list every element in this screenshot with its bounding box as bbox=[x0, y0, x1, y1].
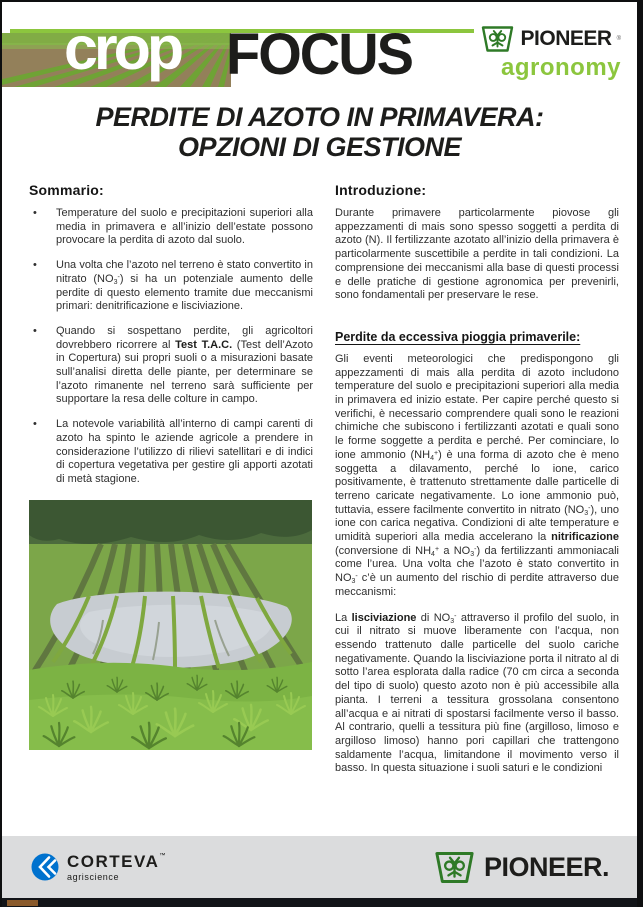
footer-pioneer-logo bbox=[432, 850, 609, 885]
intro-heading: Introduzione: bbox=[335, 182, 427, 198]
pioneer-trapezoid-icon bbox=[432, 850, 477, 885]
pioneer-label: PIONEER bbox=[520, 27, 612, 50]
corteva-trademark: ™ bbox=[159, 852, 166, 859]
page-title-line2: OPZIONI DI GESTIONE bbox=[177, 132, 462, 162]
rain-paragraph-1: Gli eventi meteorologici che predispongono gli appezzamenti di mais alla perdita di azoto includono temperature del suolo e precipitazioni superiori alla media in primavera ed inizio estate. Per capire perché questo si verifichi, è necessario comprendere quali sono le reazioni chimiche che subiscono i fertilizzanti azotati e quali sono le forme soggette a perdita e perché. Per cominciare, lo ione ammonio $(NH_4^+)$ è una forma di azoto che è meno soggetta a dilavamento, perché lo ione, carico positivamente, è trattenuto strettamente dalle particelle di terreno caricate negativamente. Lo ione ammonio può, tuttavia, essere facilmente convertito in nitrato $(NO_3^-)$, uno ione con carica negativa. Condizioni di alte temperature e umidità superiori alla media accelerano la nitrificazione (conversione di $NH_4^+$ a $NO_3^-$) da fertilizzanti ammoniacali come l’urea. Una volta che l’azoto è stato convertito in $NO_3^-$ c’è un aumento del rischio di perdite attraverso due meccanismi: bbox=[335, 352, 620, 598]
summary-item: • Temperature del suolo e precipitazioni superiori alla media in primavera e all’inizio dell’estate possono provocare la perdita di azoto dal suolo. bbox=[56, 207, 313, 248]
footer-bar bbox=[2, 836, 637, 898]
summary-item: • Una volta che l’azoto nel terreno è stato convertito in nitrato $(NO_3^-)$ si ha un potenziale aumento delle perdite di questo elemento tramite due meccanismi primari: denitrificazione e lisciviazione. bbox=[56, 259, 313, 314]
corteva-icon bbox=[30, 852, 60, 882]
rain-paragraph-2: La lisciviazione di $NO_3^-$ attraverso il profilo del suolo, in cui il nitrato si muove liberamente con l’acqua, non essendo trattenuto dalle particelle del suolo cariche negativamente. Quando la lisciviazione porta il nitrato al di sotto l’area esplorata dalla radice (70 cm circa a seconda del tipo di suolo) questo azoto non è più accessibile alla pianta. I terreni a tessitura grossolana consentono all’acqua e ai nitrati di spostarsi facilmente verso il basso. Al contrario, quelli a tessitura più fine (argilloso, limoso e argilloso limoso) hanno pori capillari che trattengono saldamente l’acqua, limitandone il movimento verso il basso. In questa situazione i suoli saturi e le condizioni bbox=[335, 611, 620, 775]
crop-wordmark: crop bbox=[64, 14, 181, 82]
rain-section-heading: Perdite da eccessiva pioggia primaverile: bbox=[335, 329, 581, 344]
summary-item: • La notevole variabilità all’interno di campi carenti di azoto ha spinto le aziende agricole a prendere in considerazione l’utilizzo di rilievi satellitari e di indici di copertura vegetativa per gestire gli apporti azotati di metà stagione. bbox=[56, 418, 313, 487]
summary-item: • Quando si sospettano perdite, gli agricoltori dovrebbero ricorrere al Test T.A.C. (Test dell’Azoto in Copertura) sui propri suoli o a misurazioni basate sull’analisi diretta delle piante, per determinare se l’azoto rimanente nel terreno sarà sufficiente per supportare la resa delle colture in campo. bbox=[56, 325, 313, 407]
summary-column bbox=[29, 182, 313, 750]
bottom-brown-accent bbox=[7, 900, 38, 906]
pioneer-trapezoid-icon bbox=[479, 25, 516, 53]
page-title bbox=[2, 102, 637, 162]
summary-heading: Sommario: bbox=[29, 182, 104, 198]
summary-list bbox=[29, 207, 313, 487]
page-title-line1: PERDITE DI AZOTO IN PRIMAVERA: bbox=[95, 102, 544, 132]
corteva-tagline: agriscience bbox=[67, 871, 120, 882]
bottom-strip bbox=[2, 898, 637, 907]
flooded-cornfield-photo bbox=[29, 500, 312, 750]
pioneer-agronomy-logo bbox=[479, 25, 621, 82]
registered-mark: ® bbox=[616, 36, 621, 42]
pioneer-footer-label: PIONEER. bbox=[483, 851, 609, 882]
agronomy-label: agronomy bbox=[500, 54, 621, 81]
corteva-logo bbox=[30, 852, 165, 882]
main-text-column bbox=[335, 182, 619, 788]
focus-wordmark: FOCUS bbox=[226, 20, 412, 87]
corteva-name: CORTEVA bbox=[67, 851, 160, 871]
intro-body: Durante primavere particolarmente piovose gli appezzamenti di mais sono spesso soggetti a perdita di azoto (N). Il fertilizzante azotato all’inizio della primavera è particolarmente suscettibile a perdite in tali condizioni. La comprensione dei meccanismi alla base di questi processi e delle pratiche di gestione agronomica per prevenirli, sono fondamentali per preservare le rese. bbox=[335, 207, 619, 302]
